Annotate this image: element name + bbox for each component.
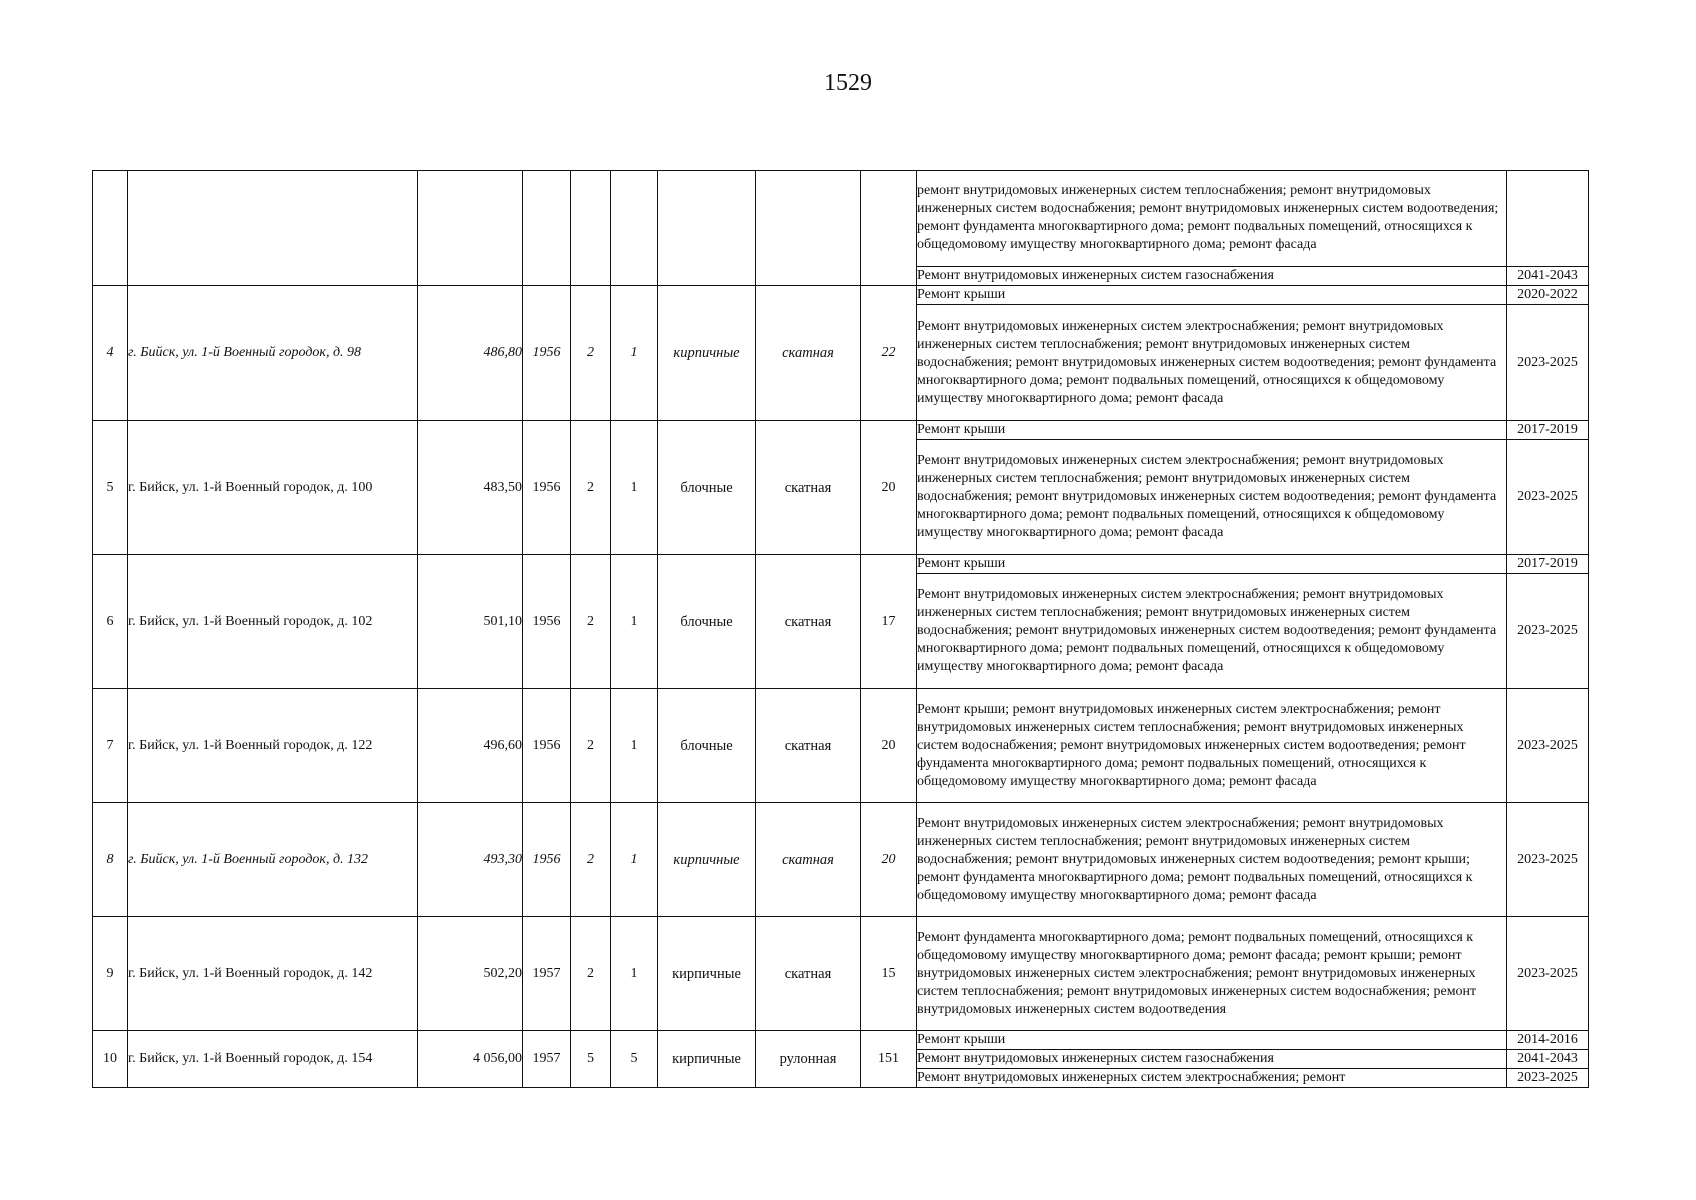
term-cell: 2023-2025 — [1507, 305, 1589, 421]
works-cell: Ремонт крыши; ремонт внутридомовых инженерных систем электроснабжения; ремонт внутридомовых инженерных систем теплоснабжения; ремонт внутридомовых инженерных систем водоснабжения; ремонт внутридомовых инженерных систем водоотведения; ремонт фундамента многоквартирного дома; ремонт подвальных помещений, относящихся к общедомовому имуществу многоквартирного дома; ремонт фасада — [917, 689, 1507, 803]
year-cell — [523, 171, 571, 286]
works-cell: Ремонт фундамента многоквартирного дома; ремонт подвальных помещений, относящихся к общедомовому имуществу многоквартирного дома; ремонт фасада; ремонт крыши; ремонт внутридомовых инженерных систем электроснабжения; ремонт внутридомовых инженерных систем теплоснабжения; ремонт внутридомовых инженерных систем водоснабжения; ремонт внутридомовых инженерных систем водоотведения — [917, 917, 1507, 1031]
num-cell: 8 — [93, 803, 128, 917]
area-cell: 502,20 — [418, 917, 523, 1031]
term-cell: 2023-2025 — [1507, 574, 1589, 689]
term-cell: 2041-2043 — [1507, 1050, 1589, 1069]
term-cell: 2023-2025 — [1507, 689, 1589, 803]
roof-cell: скатная — [756, 286, 861, 421]
works-cell: Ремонт внутридомовых инженерных систем электроснабжения; ремонт внутридомовых инженерных систем теплоснабжения; ремонт внутридомовых инженерных систем водоснабжения; ремонт внутридомовых инженерных систем водоотведения; ремонт крыши; ремонт фундамента многоквартирного дома; ремонт подвальных помещений, относящихся к общедомовому имуществу многоквартирного дома; ремонт фасада — [917, 803, 1507, 917]
residents-cell — [861, 171, 917, 286]
address-cell: г. Бийск, ул. 1-й Военный городок, д. 132 — [128, 803, 418, 917]
num-cell: 10 — [93, 1031, 128, 1088]
works-cell: Ремонт крыши — [917, 1031, 1507, 1050]
entrances-cell: 1 — [611, 803, 658, 917]
year-cell: 1956 — [523, 421, 571, 555]
works-cell: ремонт внутридомовых инженерных систем теплоснабжения; ремонт внутридомовых инженерных систем водоснабжения; ремонт внутридомовых инженерных систем водоотведения; ремонт фундамента многоквартирного дома; ремонт подвальных помещений, относящихся к общедомовому имуществу многоквартирного дома; ремонт фасада — [917, 171, 1507, 267]
address-cell: г. Бийск, ул. 1-й Военный городок, д. 142 — [128, 917, 418, 1031]
roof-cell: скатная — [756, 689, 861, 803]
year-cell: 1956 — [523, 555, 571, 689]
residents-cell: 17 — [861, 555, 917, 689]
area-cell: 4 056,00 — [418, 1031, 523, 1088]
residents-cell: 20 — [861, 803, 917, 917]
roof-cell: скатная — [756, 421, 861, 555]
year-cell: 1956 — [523, 286, 571, 421]
floors-cell: 2 — [571, 917, 611, 1031]
num-cell: 9 — [93, 917, 128, 1031]
floors-cell: 2 — [571, 689, 611, 803]
term-cell: 2023-2025 — [1507, 1069, 1589, 1088]
entrances-cell: 1 — [611, 421, 658, 555]
area-cell: 493,30 — [418, 803, 523, 917]
year-cell: 1956 — [523, 803, 571, 917]
entrances-cell: 1 — [611, 689, 658, 803]
roof-cell: скатная — [756, 555, 861, 689]
works-cell: Ремонт крыши — [917, 555, 1507, 574]
term-cell: 2023-2025 — [1507, 803, 1589, 917]
entrances-cell — [611, 171, 658, 286]
area-cell: 483,50 — [418, 421, 523, 555]
walls-cell: блочные — [658, 689, 756, 803]
address-cell: г. Бийск, ул. 1-й Военный городок, д. 102 — [128, 555, 418, 689]
works-cell: Ремонт крыши — [917, 421, 1507, 440]
term-cell: 2023-2025 — [1507, 440, 1589, 555]
residents-cell: 20 — [861, 421, 917, 555]
roof-cell — [756, 171, 861, 286]
page-number: 1529 — [824, 70, 872, 96]
table-body — [93, 171, 1589, 1088]
table-row — [93, 803, 1589, 917]
table-row — [93, 917, 1589, 1031]
area-cell: 496,60 — [418, 689, 523, 803]
address-cell: г. Бийск, ул. 1-й Военный городок, д. 98 — [128, 286, 418, 421]
repair-program-table — [92, 170, 1589, 1088]
roof-cell: скатная — [756, 917, 861, 1031]
works-cell: Ремонт крыши — [917, 286, 1507, 305]
table-row — [93, 689, 1589, 803]
term-cell: 2020-2022 — [1507, 286, 1589, 305]
table-row — [93, 421, 1589, 440]
year-cell: 1957 — [523, 917, 571, 1031]
works-cell: Ремонт внутридомовых инженерных систем электроснабжения; ремонт внутридомовых инженерных систем теплоснабжения; ремонт внутридомовых инженерных систем водоснабжения; ремонт внутридомовых инженерных систем водоотведения; ремонт фундамента многоквартирного дома; ремонт подвальных помещений, относящихся к общедомовому имуществу многоквартирного дома; ремонт фасада — [917, 440, 1507, 555]
term-cell: 2023-2025 — [1507, 917, 1589, 1031]
walls-cell: кирпичные — [658, 803, 756, 917]
residents-cell: 22 — [861, 286, 917, 421]
area-cell — [418, 171, 523, 286]
term-cell: 2041-2043 — [1507, 266, 1589, 285]
entrances-cell: 1 — [611, 917, 658, 1031]
roof-cell: скатная — [756, 803, 861, 917]
term-cell: 2017-2019 — [1507, 555, 1589, 574]
num-cell: 5 — [93, 421, 128, 555]
roof-cell: рулонная — [756, 1031, 861, 1088]
floors-cell: 2 — [571, 803, 611, 917]
area-cell: 501,10 — [418, 555, 523, 689]
floors-cell: 2 — [571, 555, 611, 689]
address-cell: г. Бийск, ул. 1-й Военный городок, д. 100 — [128, 421, 418, 555]
address-cell: г. Бийск, ул. 1-й Военный городок, д. 154 — [128, 1031, 418, 1088]
walls-cell: кирпичные — [658, 286, 756, 421]
entrances-cell: 1 — [611, 555, 658, 689]
table-row — [93, 171, 1589, 267]
floors-cell: 2 — [571, 421, 611, 555]
works-cell: Ремонт внутридомовых инженерных систем электроснабжения; ремонт внутридомовых инженерных систем теплоснабжения; ремонт внутридомовых инженерных систем водоснабжения; ремонт внутридомовых инженерных систем водоотведения; ремонт фундамента многоквартирного дома; ремонт подвальных помещений, относящихся к общедомовому имуществу многоквартирного дома; ремонт фасада — [917, 305, 1507, 421]
num-cell: 6 — [93, 555, 128, 689]
table-row — [93, 555, 1589, 574]
term-cell: 2017-2019 — [1507, 421, 1589, 440]
table-row — [93, 286, 1589, 305]
walls-cell: блочные — [658, 421, 756, 555]
floors-cell — [571, 171, 611, 286]
num-cell — [93, 171, 128, 286]
table-row — [93, 1031, 1589, 1050]
walls-cell: кирпичные — [658, 917, 756, 1031]
walls-cell: блочные — [658, 555, 756, 689]
residents-cell: 20 — [861, 689, 917, 803]
entrances-cell: 5 — [611, 1031, 658, 1088]
address-cell: г. Бийск, ул. 1-й Военный городок, д. 122 — [128, 689, 418, 803]
num-cell: 7 — [93, 689, 128, 803]
term-cell — [1507, 171, 1589, 267]
year-cell: 1956 — [523, 689, 571, 803]
works-cell: Ремонт внутридомовых инженерных систем газоснабжения — [917, 266, 1507, 285]
works-cell: Ремонт внутридомовых инженерных систем газоснабжения — [917, 1050, 1507, 1069]
area-cell: 486,80 — [418, 286, 523, 421]
works-cell: Ремонт внутридомовых инженерных систем электроснабжения; ремонт внутридомовых инженерных систем теплоснабжения; ремонт внутридомовых инженерных систем водоснабжения; ремонт внутридомовых инженерных систем водоотведения; ремонт фундамента многоквартирного дома; ремонт подвальных помещений, относящихся к общедомовому имуществу многоквартирного дома; ремонт фасада — [917, 574, 1507, 689]
address-cell — [128, 171, 418, 286]
floors-cell: 2 — [571, 286, 611, 421]
floors-cell: 5 — [571, 1031, 611, 1088]
term-cell: 2014-2016 — [1507, 1031, 1589, 1050]
residents-cell: 15 — [861, 917, 917, 1031]
num-cell: 4 — [93, 286, 128, 421]
year-cell: 1957 — [523, 1031, 571, 1088]
walls-cell — [658, 171, 756, 286]
walls-cell: кирпичные — [658, 1031, 756, 1088]
residents-cell: 151 — [861, 1031, 917, 1088]
entrances-cell: 1 — [611, 286, 658, 421]
works-cell: Ремонт внутридомовых инженерных систем электроснабжения; ремонт — [917, 1069, 1507, 1088]
